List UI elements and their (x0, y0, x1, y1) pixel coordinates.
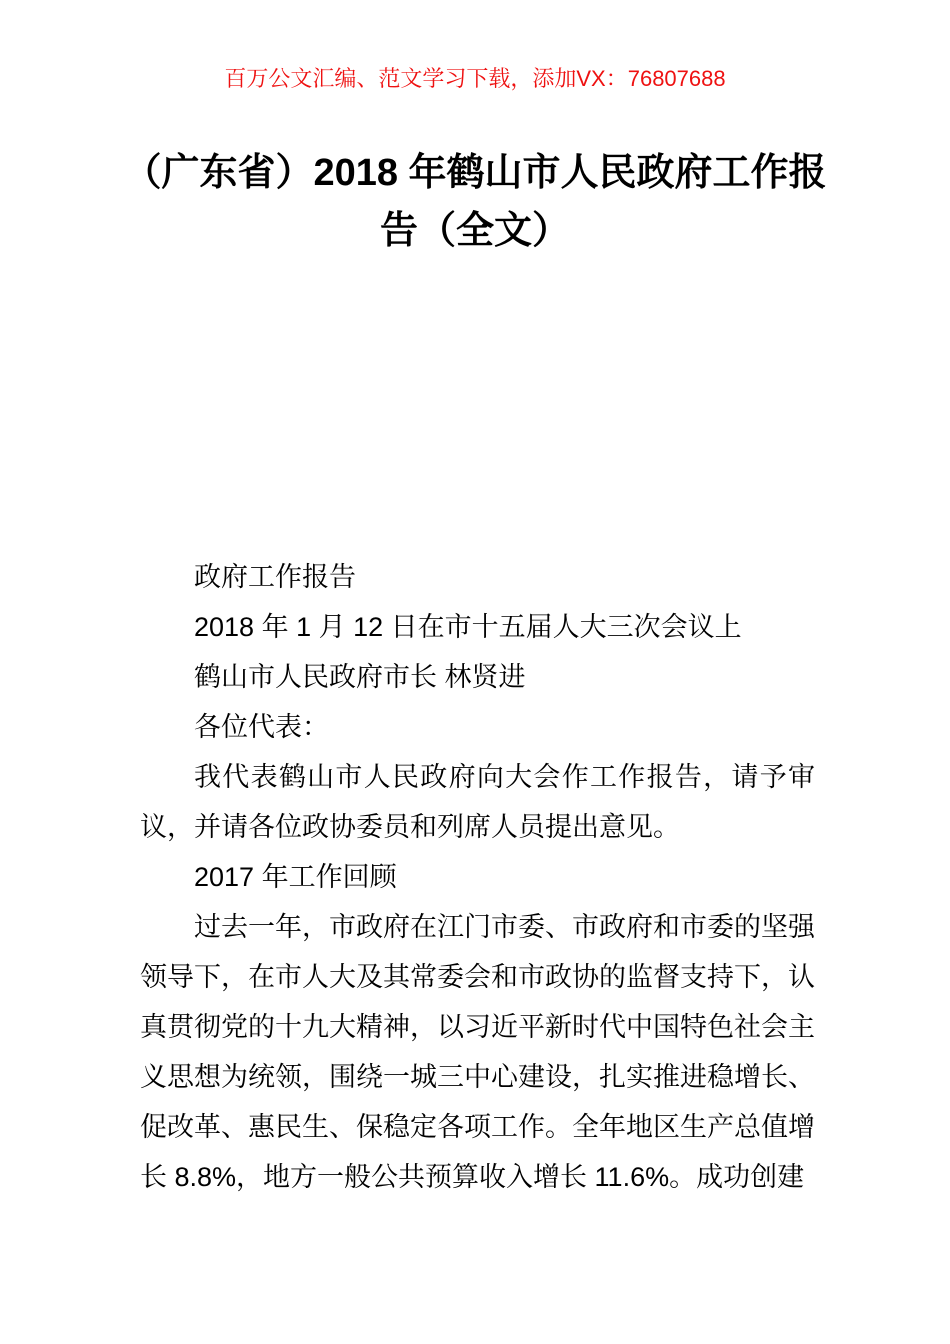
document-title-line-1: （广东省）2018 年鹤山市人民政府工作报 (123, 152, 827, 194)
paragraph-review-heading: 2017 年工作回顾 (194, 862, 397, 892)
paragraph-review-body: 过去一年，市政府在江门市委、市政府和市委的坚强领导下，在市人大及其常委会和市政协的监督支持下，认真贯彻党的十九大精神，以习近平新时代中国特色社会主义思想为统领，围绕一城三中心建设，扎实推进稳增长、促改革、惠民生、保稳定各项工作。全年地区生产总值增长 8.8%，地方一般公共预算收入增长 11.6%。成功创建 (140, 912, 815, 1192)
paragraph-report-heading: 政府工作报告 (194, 562, 356, 592)
paragraph-salutation: 各位代表： (194, 712, 329, 742)
paragraph-session-line: 2018 年 1 月 12 日在市十五届人大三次会议上 (194, 612, 742, 642)
document-title (85, 144, 865, 260)
paragraph-mayor-line: 鹤山市人民政府市长 林贤进 (194, 662, 526, 692)
promo-banner (0, 0, 950, 92)
document-body (140, 552, 815, 1202)
paragraph-intro: 我代表鹤山市人民政府向大会作工作报告，请予审议，并请各位政协委员和列席人员提出意见。 (140, 762, 815, 842)
document-title-line-2: 告（全文） (379, 210, 570, 252)
promo-banner-text: 百万公文汇编、范文学习下载，添加VX：76807688 (224, 66, 726, 91)
